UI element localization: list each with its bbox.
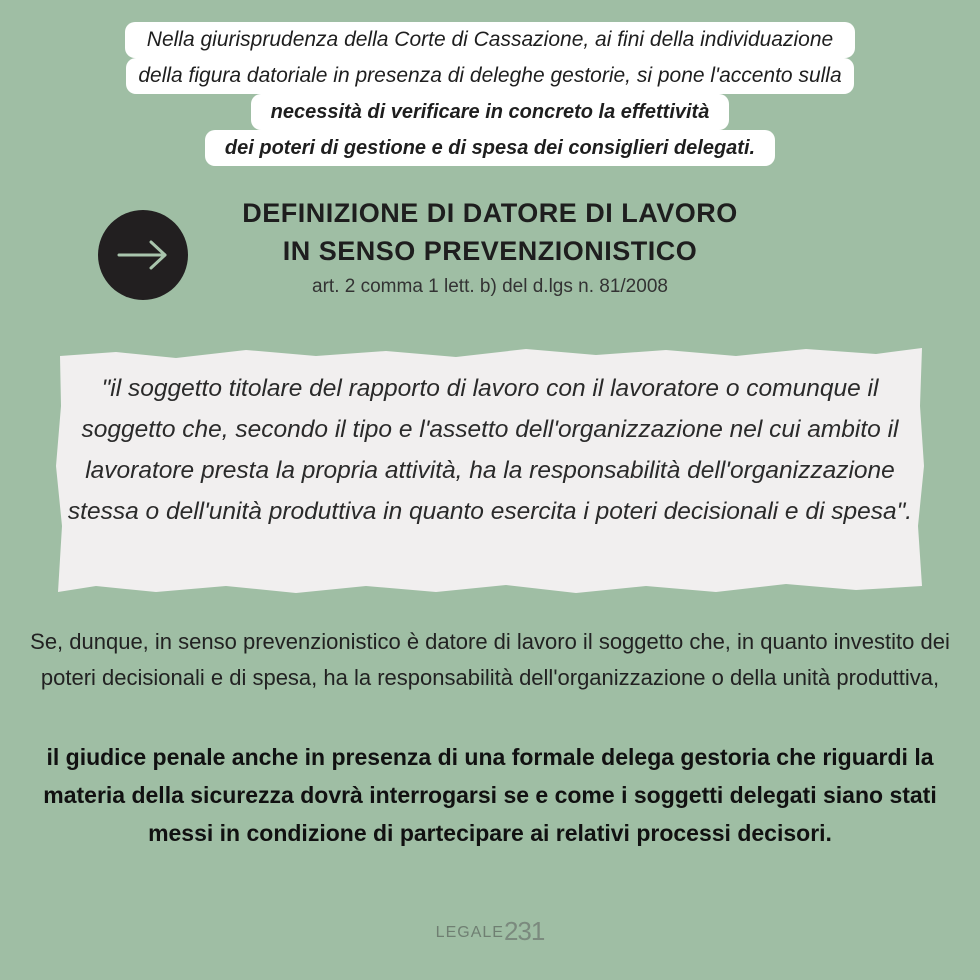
logo-word: LEGALE	[435, 924, 504, 941]
intro-line-3: necessità di verificare in concreto la effettività	[251, 94, 730, 130]
body-paragraph: Se, dunque, in senso prevenzionistico è datore di lavoro il soggetto che, in quanto investito dei poteri decisionali e di spesa, ha la responsabilità dell'organizzazione o della unità produttiva,	[30, 629, 950, 690]
intro-line-4: dei poteri di gestione e di spesa dei consiglieri delegati.	[205, 130, 775, 166]
quote-text: "il soggetto titolare del rapporto di lavoro con il lavoratore o comunque il soggetto che, secondo il tipo e l'assetto dell'organizzazione nel cui ambito il lavoratore presta la propria attività, ha la responsabilità dell'organizzazione stessa o dell'unità produttiva in quanto esercita i poteri decisionali e di spesa".	[67, 375, 913, 525]
intro-line-2: della figura datoriale in presenza di deleghe gestorie, si pone l'accento sulla	[126, 58, 853, 94]
body-bold-paragraph: il giudice penale anche in presenza di una formale delega gestoria che riguardi la materia della sicurezza dovrà interrogarsi se e come i soggetti delegati siano stati messi in condizione di partecipare ai relativi processi decisori.	[43, 744, 937, 846]
logo-number: 231	[503, 916, 545, 946]
quote-box	[56, 346, 924, 596]
intro-line-1: Nella giurisprudenza della Corte di Cassazione, ai fini della individuazione	[125, 22, 855, 58]
definition-title-line-1: DEFINIZIONE DI DATORE DI LAVORO	[242, 198, 738, 228]
intro-block	[0, 22, 980, 166]
arrow-right-icon	[98, 210, 188, 300]
definition-header	[0, 194, 980, 314]
definition-title	[190, 194, 790, 270]
definition-reference: art. 2 comma 1 lett. b) del d.lgs n. 81/2008	[312, 276, 668, 297]
brand-logo	[0, 916, 980, 947]
definition-title-line-2: IN SENSO PREVENZIONISTICO	[282, 236, 698, 266]
